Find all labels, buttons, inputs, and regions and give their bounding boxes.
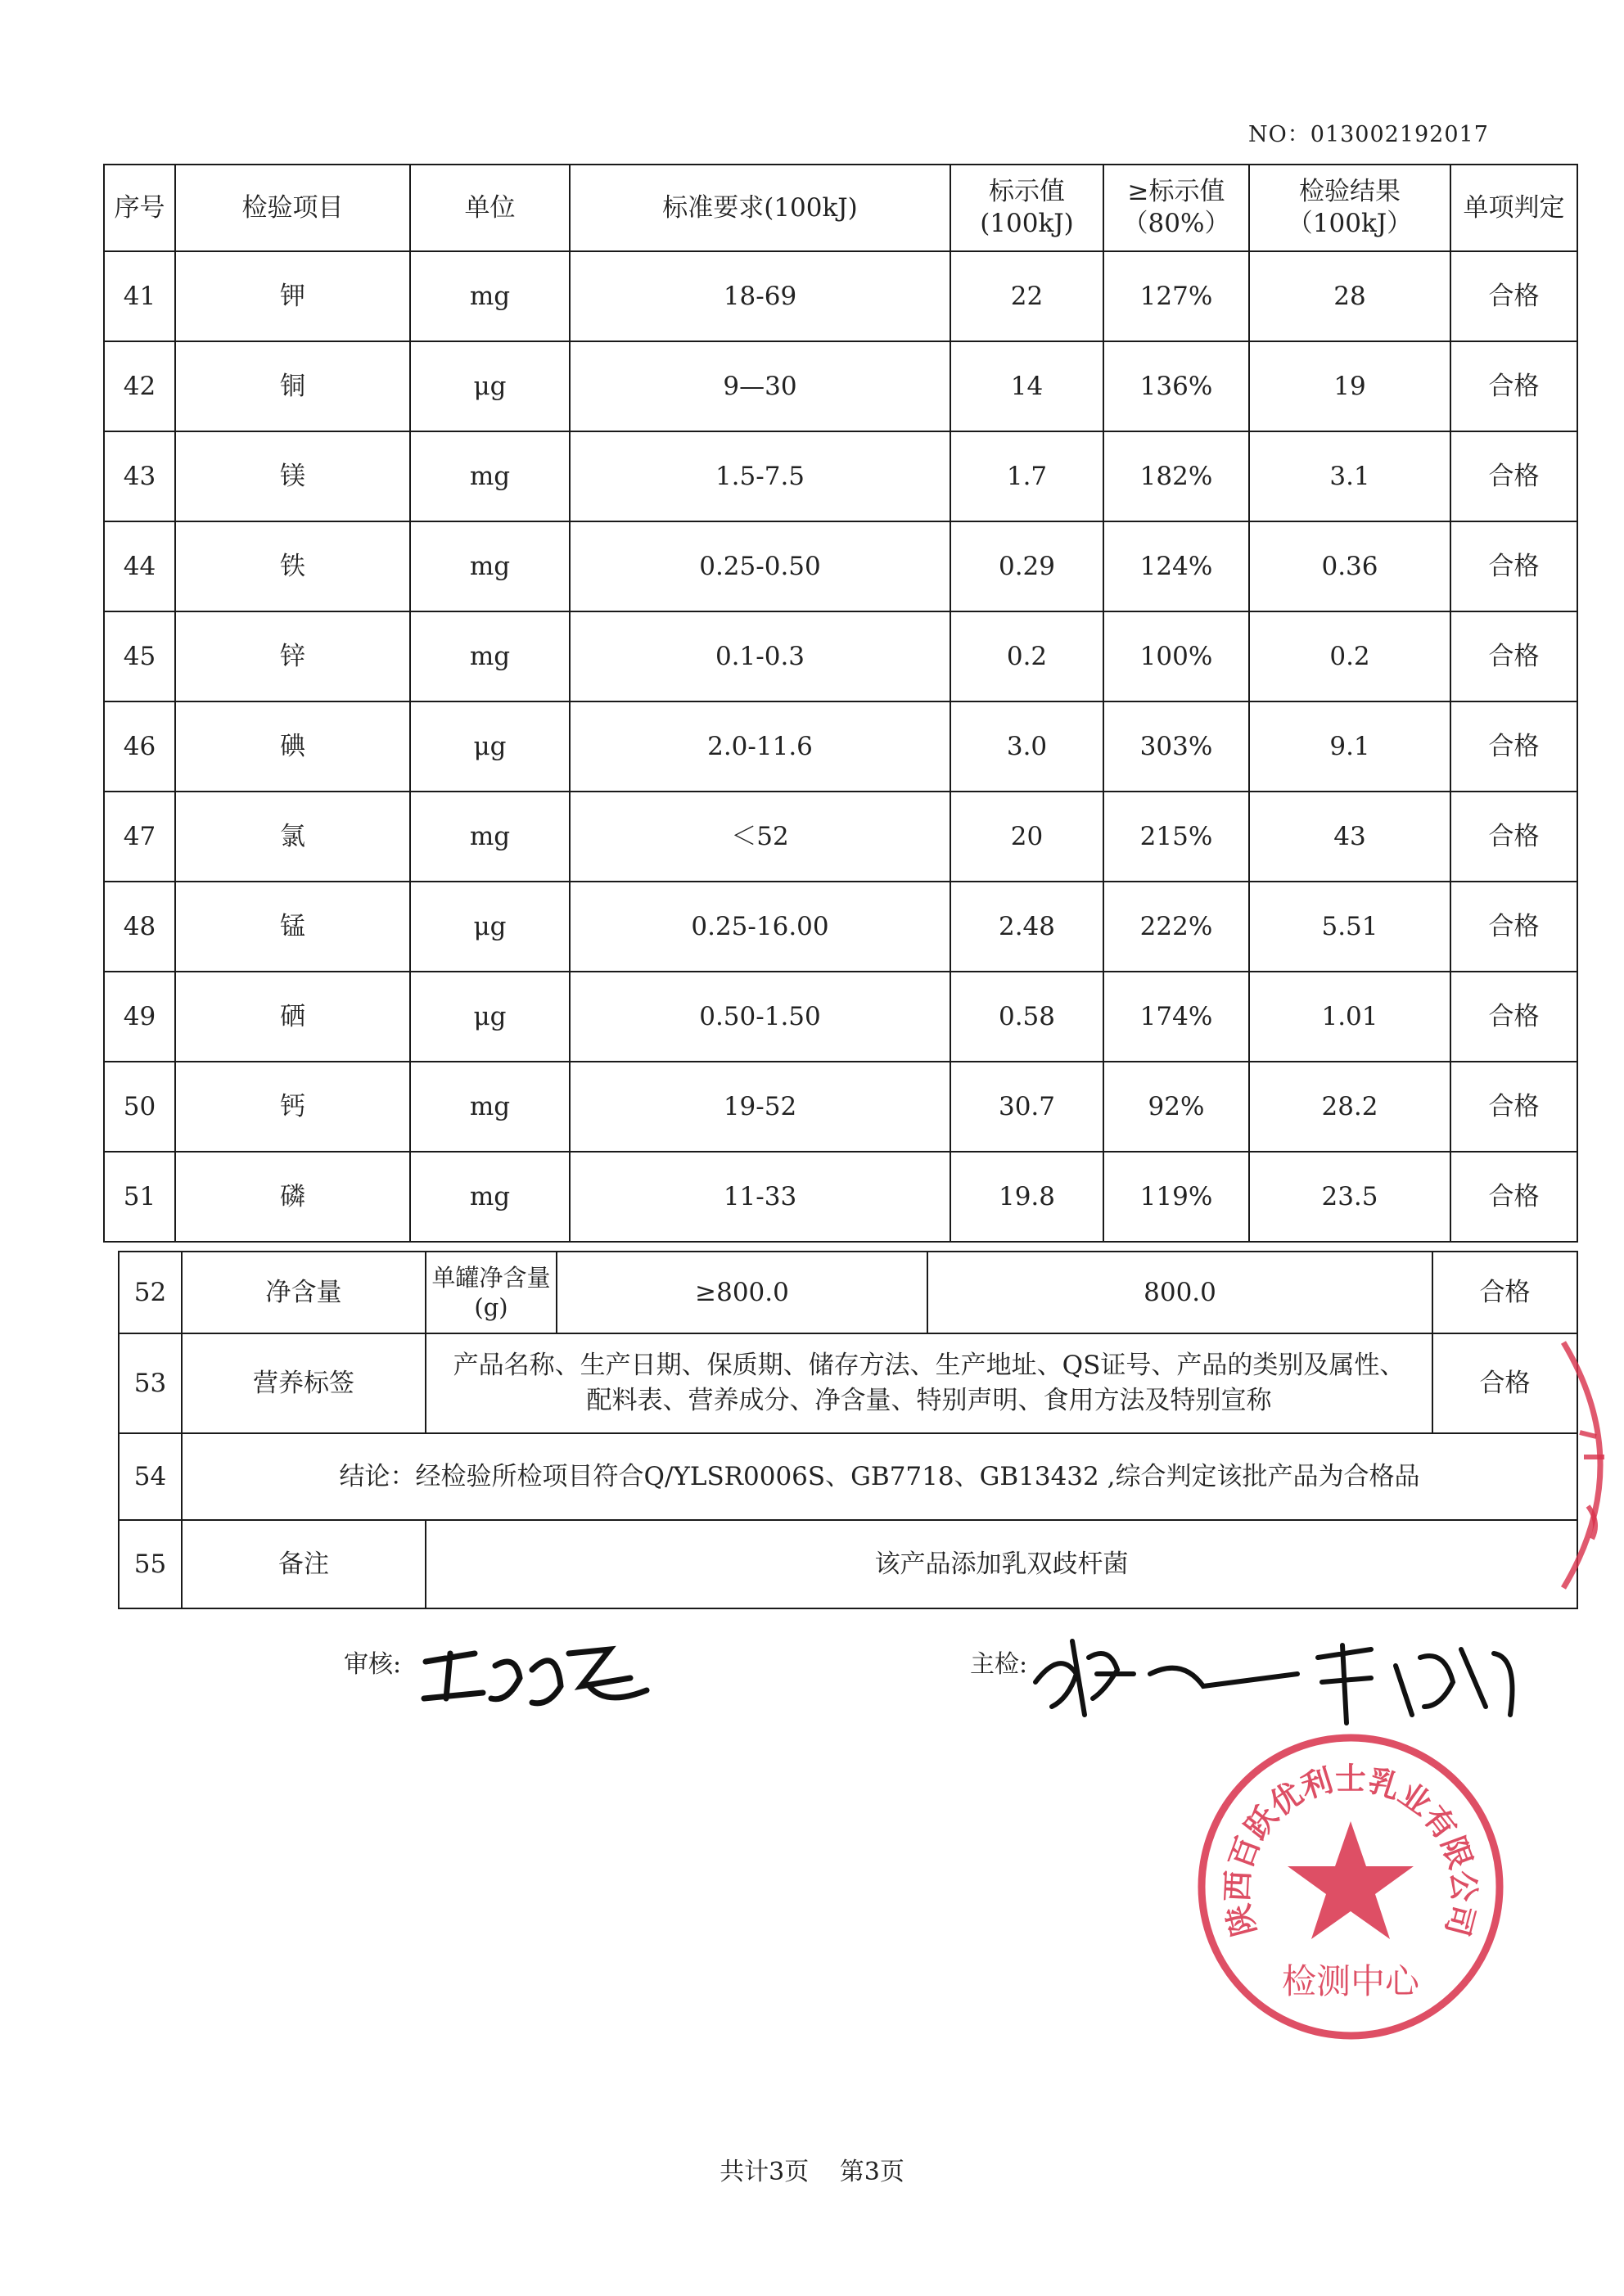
standard-cell: 19-52 <box>570 1062 950 1152</box>
header-cell: 检验项目 <box>175 165 410 251</box>
company-seal <box>1191 1727 1510 2046</box>
row-number: 49 <box>104 972 175 1062</box>
row-number: 48 <box>104 882 175 972</box>
item-name: 锌 <box>175 611 410 701</box>
row-number: 53 <box>119 1333 182 1433</box>
label-value-cell: 20 <box>950 792 1103 882</box>
standard-cell: 11-33 <box>570 1152 950 1242</box>
page-footer <box>0 2151 1624 2187</box>
header-cell: 单位 <box>410 165 570 251</box>
standard-cell: ＜52 <box>570 792 950 882</box>
table-row <box>104 701 1577 792</box>
percent-cell: 124% <box>1103 521 1249 611</box>
judgement-cell: 合格 <box>1450 341 1577 431</box>
item-name: 磷 <box>175 1152 410 1242</box>
result-cell: 9.1 <box>1249 701 1450 792</box>
item-name: 碘 <box>175 701 410 792</box>
result-cell: 19 <box>1249 341 1450 431</box>
label-value-cell: 30.7 <box>950 1062 1103 1152</box>
row-number: 47 <box>104 792 175 882</box>
label-value-cell: 3.0 <box>950 701 1103 792</box>
judgement-cell: 合格 <box>1450 521 1577 611</box>
unit-cell: μg <box>410 882 570 972</box>
result-cell: 800.0 <box>927 1252 1432 1333</box>
unit-cell: mg <box>410 251 570 341</box>
seal-company-name: 陕西百跃优利士乳业有限公司 <box>1218 1760 1483 1941</box>
nutrition-label-content: 产品名称、生产日期、保质期、储存方法、生产地址、QS证号、产品的类别及属性、 配料表、营养成分、净含量、特别声明、食用方法及特别宣称 <box>426 1333 1432 1433</box>
judgement-cell: 合格 <box>1450 1062 1577 1152</box>
standard-cell: ≥800.0 <box>557 1252 927 1333</box>
item-name: 备注 <box>182 1520 426 1608</box>
item-name: 硒 <box>175 972 410 1062</box>
unit-cell: μg <box>410 701 570 792</box>
unit-cell: mg <box>410 792 570 882</box>
result-cell: 3.1 <box>1249 431 1450 521</box>
header-cell: 单项判定 <box>1450 165 1577 251</box>
judgement-cell: 合格 <box>1450 431 1577 521</box>
seal-department: 检测中心 <box>1281 1961 1420 2001</box>
unit-cell: mg <box>410 521 570 611</box>
item-name: 铜 <box>175 341 410 431</box>
unit-cell: mg <box>410 1152 570 1242</box>
percent-cell: 222% <box>1103 882 1249 972</box>
item-name: 营养标签 <box>182 1333 426 1433</box>
table-row <box>104 251 1577 341</box>
percent-cell: 100% <box>1103 611 1249 701</box>
row-number: 51 <box>104 1152 175 1242</box>
result-cell: 28 <box>1249 251 1450 341</box>
item-name: 钾 <box>175 251 410 341</box>
header-cell: 检验结果 （100kJ） <box>1249 165 1450 251</box>
result-cell: 0.36 <box>1249 521 1450 611</box>
item-name: 镁 <box>175 431 410 521</box>
label-value-cell: 0.29 <box>950 521 1103 611</box>
standard-cell: 0.25-0.50 <box>570 521 950 611</box>
standard-cell: 2.0-11.6 <box>570 701 950 792</box>
judgement-cell: 合格 <box>1450 882 1577 972</box>
table-row <box>104 792 1577 882</box>
row-number: 52 <box>119 1252 182 1333</box>
label-value-cell: 22 <box>950 251 1103 341</box>
table-row <box>104 431 1577 521</box>
table-row <box>104 1152 1577 1242</box>
footer-current-page: 第3页 <box>839 2158 904 2186</box>
table-row <box>104 1062 1577 1152</box>
unit-cell: μg <box>410 972 570 1062</box>
label-value-cell: 14 <box>950 341 1103 431</box>
percent-cell: 215% <box>1103 792 1249 882</box>
reviewer-label: 审核: <box>344 1650 402 1679</box>
judgement-cell: 合格 <box>1450 792 1577 882</box>
remark-row <box>119 1520 1577 1608</box>
remark-text: 该产品添加乳双歧杆菌 <box>426 1520 1577 1608</box>
unit-cell: mg <box>410 431 570 521</box>
edge-seal-fragment <box>1547 1334 1624 1596</box>
table-header <box>104 165 1577 251</box>
unit-cell: 单罐净含量 (g) <box>426 1252 557 1333</box>
row-number: 55 <box>119 1520 182 1608</box>
judgement-cell: 合格 <box>1450 1152 1577 1242</box>
header-cell: ≥标示值 （80%） <box>1103 165 1249 251</box>
percent-cell: 303% <box>1103 701 1249 792</box>
conclusion-row <box>119 1433 1577 1520</box>
table-row <box>104 882 1577 972</box>
judgement-cell: 合格 <box>1450 251 1577 341</box>
header-cell: 序号 <box>104 165 175 251</box>
inspection-table <box>103 164 1578 1243</box>
standard-cell: 9—30 <box>570 341 950 431</box>
standard-cell: 1.5-7.5 <box>570 431 950 521</box>
row-number: 44 <box>104 521 175 611</box>
label-value-cell: 1.7 <box>950 431 1103 521</box>
inspector-label: 主检: <box>970 1650 1028 1679</box>
percent-cell: 92% <box>1103 1062 1249 1152</box>
footer-total-pages: 共计3页 <box>720 2158 810 2186</box>
judgement-cell: 合格 <box>1432 1333 1577 1433</box>
item-name: 钙 <box>175 1062 410 1152</box>
result-cell: 1.01 <box>1249 972 1450 1062</box>
net-content-row <box>119 1252 1577 1333</box>
row-number: 50 <box>104 1062 175 1152</box>
row-number: 42 <box>104 341 175 431</box>
standard-cell: 0.50-1.50 <box>570 972 950 1062</box>
table-row <box>104 341 1577 431</box>
standard-cell: 0.1-0.3 <box>570 611 950 701</box>
reviewer-signature <box>417 1629 663 1727</box>
unit-cell: μg <box>410 341 570 431</box>
item-name: 净含量 <box>182 1252 426 1333</box>
row-number: 54 <box>119 1433 182 1520</box>
result-cell: 43 <box>1249 792 1450 882</box>
standard-cell: 18-69 <box>570 251 950 341</box>
item-name: 铁 <box>175 521 410 611</box>
percent-cell: 136% <box>1103 341 1249 431</box>
judgement-cell: 合格 <box>1450 701 1577 792</box>
label-value-cell: 0.2 <box>950 611 1103 701</box>
row-number: 41 <box>104 251 175 341</box>
unit-cell: mg <box>410 1062 570 1152</box>
judgement-cell: 合格 <box>1450 972 1577 1062</box>
percent-cell: 119% <box>1103 1152 1249 1242</box>
result-cell: 23.5 <box>1249 1152 1450 1242</box>
nutrition-label-row <box>119 1333 1577 1433</box>
judgement-cell: 合格 <box>1432 1252 1577 1333</box>
item-name: 锰 <box>175 882 410 972</box>
item-name: 氯 <box>175 792 410 882</box>
summary-table <box>118 1251 1578 1609</box>
header-cell: 标示值 (100kJ) <box>950 165 1103 251</box>
conclusion-text: 结论：经检验所检项目符合Q/YLSR0006S、GB7718、GB13432 ,综合判定该批产品为合格品 <box>182 1433 1577 1520</box>
unit-cell: mg <box>410 611 570 701</box>
table-row <box>104 611 1577 701</box>
table-row <box>104 972 1577 1062</box>
result-cell: 5.51 <box>1249 882 1450 972</box>
table-row <box>104 521 1577 611</box>
label-value-cell: 0.58 <box>950 972 1103 1062</box>
row-number: 43 <box>104 431 175 521</box>
document-number: NO：013002192017 <box>1248 122 1489 147</box>
result-cell: 0.2 <box>1249 611 1450 701</box>
percent-cell: 174% <box>1103 972 1249 1062</box>
label-value-cell: 2.48 <box>950 882 1103 972</box>
percent-cell: 127% <box>1103 251 1249 341</box>
table-body <box>104 251 1577 1242</box>
judgement-cell: 合格 <box>1450 611 1577 701</box>
header-cell: 标准要求(100kJ) <box>570 165 950 251</box>
percent-cell: 182% <box>1103 431 1249 521</box>
row-number: 46 <box>104 701 175 792</box>
label-value-cell: 19.8 <box>950 1152 1103 1242</box>
inspector-signature <box>1027 1625 1551 1731</box>
result-cell: 28.2 <box>1249 1062 1450 1152</box>
standard-cell: 0.25-16.00 <box>570 882 950 972</box>
row-number: 45 <box>104 611 175 701</box>
